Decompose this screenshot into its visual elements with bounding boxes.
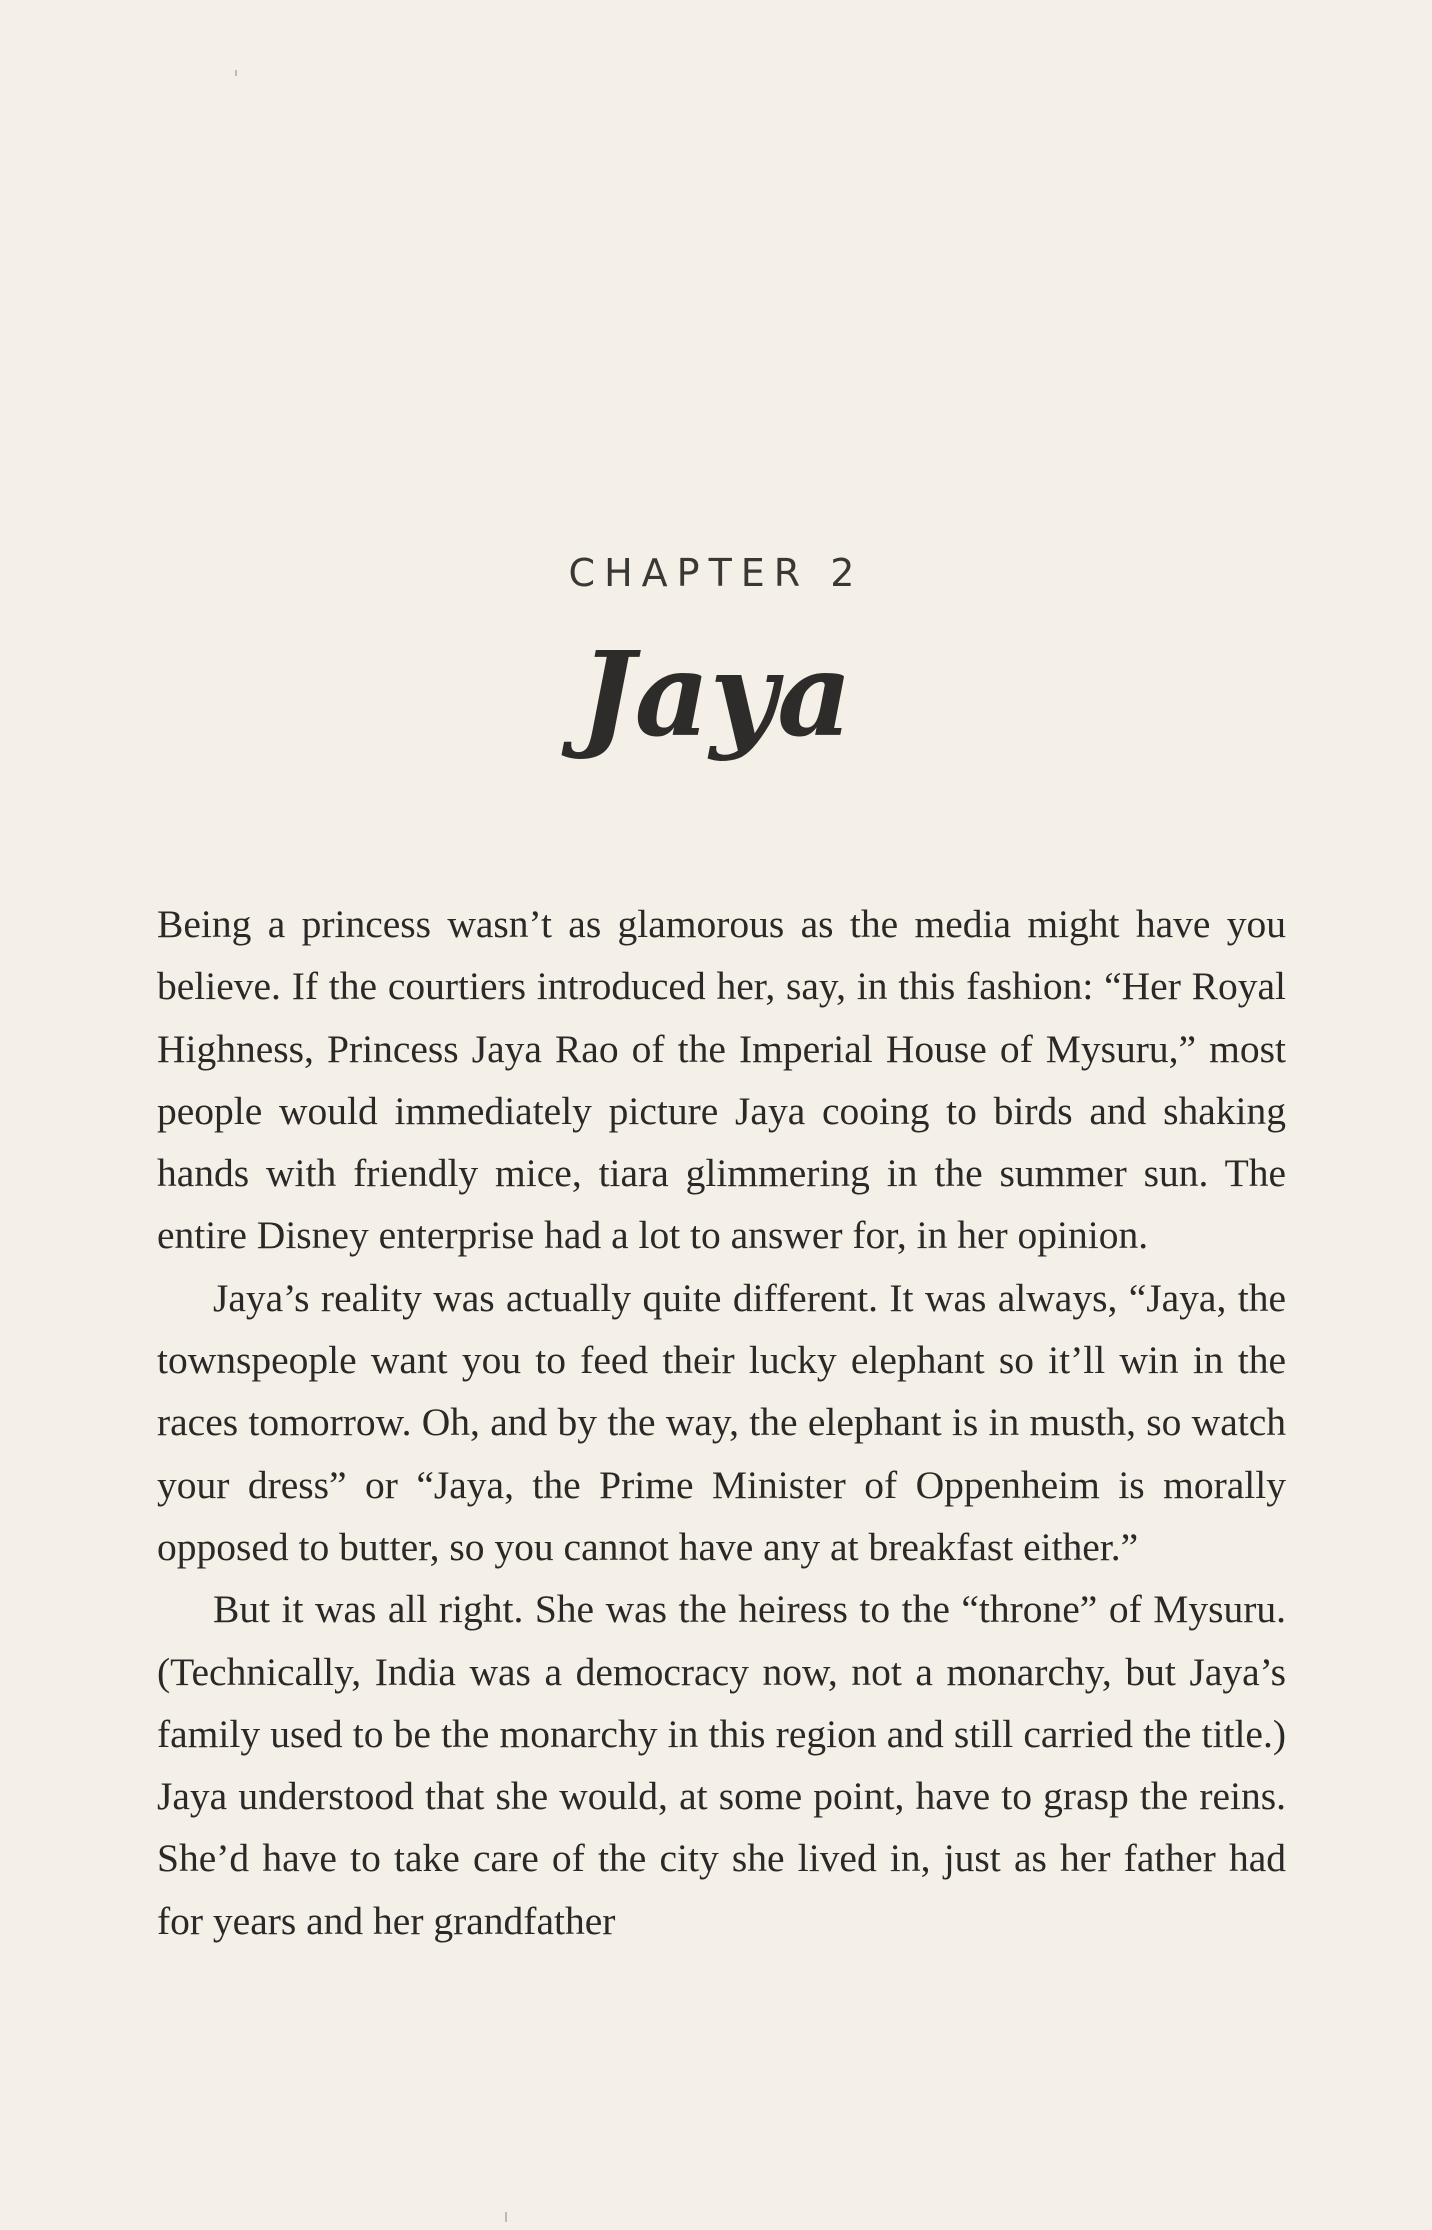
chapter-number: CHAPTER 2 xyxy=(568,551,864,595)
paper-speck xyxy=(235,70,237,76)
paper-speck xyxy=(505,2212,507,2222)
paragraph: But it was all right. She was the heiress to the “throne” of Mysuru. (Technically, India was a democracy now, not a monarchy, but Jaya’s family used to be the monarchy in this region and still carried the title.) Jaya understood that she would, at some point, have to grasp the reins. She’d have to take care of the city she lived in, just as her father had for years and her grandfather xyxy=(157,1587,1286,1943)
paragraph: Jaya’s reality was actually quite different. It was always, “Jaya, the townspeople want you to feed their lucky elephant so it’ll win in the races tomorrow. Oh, and by the way, the elephant is in musth, so watch your dress” or “Jaya, the Prime Minister of Oppenheim is morally opposed to butter, so you cannot have any at breakfast either.” xyxy=(157,1275,1286,1569)
chapter-title: Jaya xyxy=(579,627,853,763)
body-text xyxy=(157,893,1286,1952)
paragraph: Being a princess wasn’t as glamorous as the media might have you believe. If the courtiers introduced her, say, in this fashion: “Her Royal Highness, Princess Jaya Rao of the Imperial House of Mysuru,” most people would immediately picture Jaya cooing to birds and shaking hands with friendly mice, tiara glimmering in the summer sun. The entire Disney enterprise had a lot to answer for, in her opinion. xyxy=(157,902,1286,1258)
